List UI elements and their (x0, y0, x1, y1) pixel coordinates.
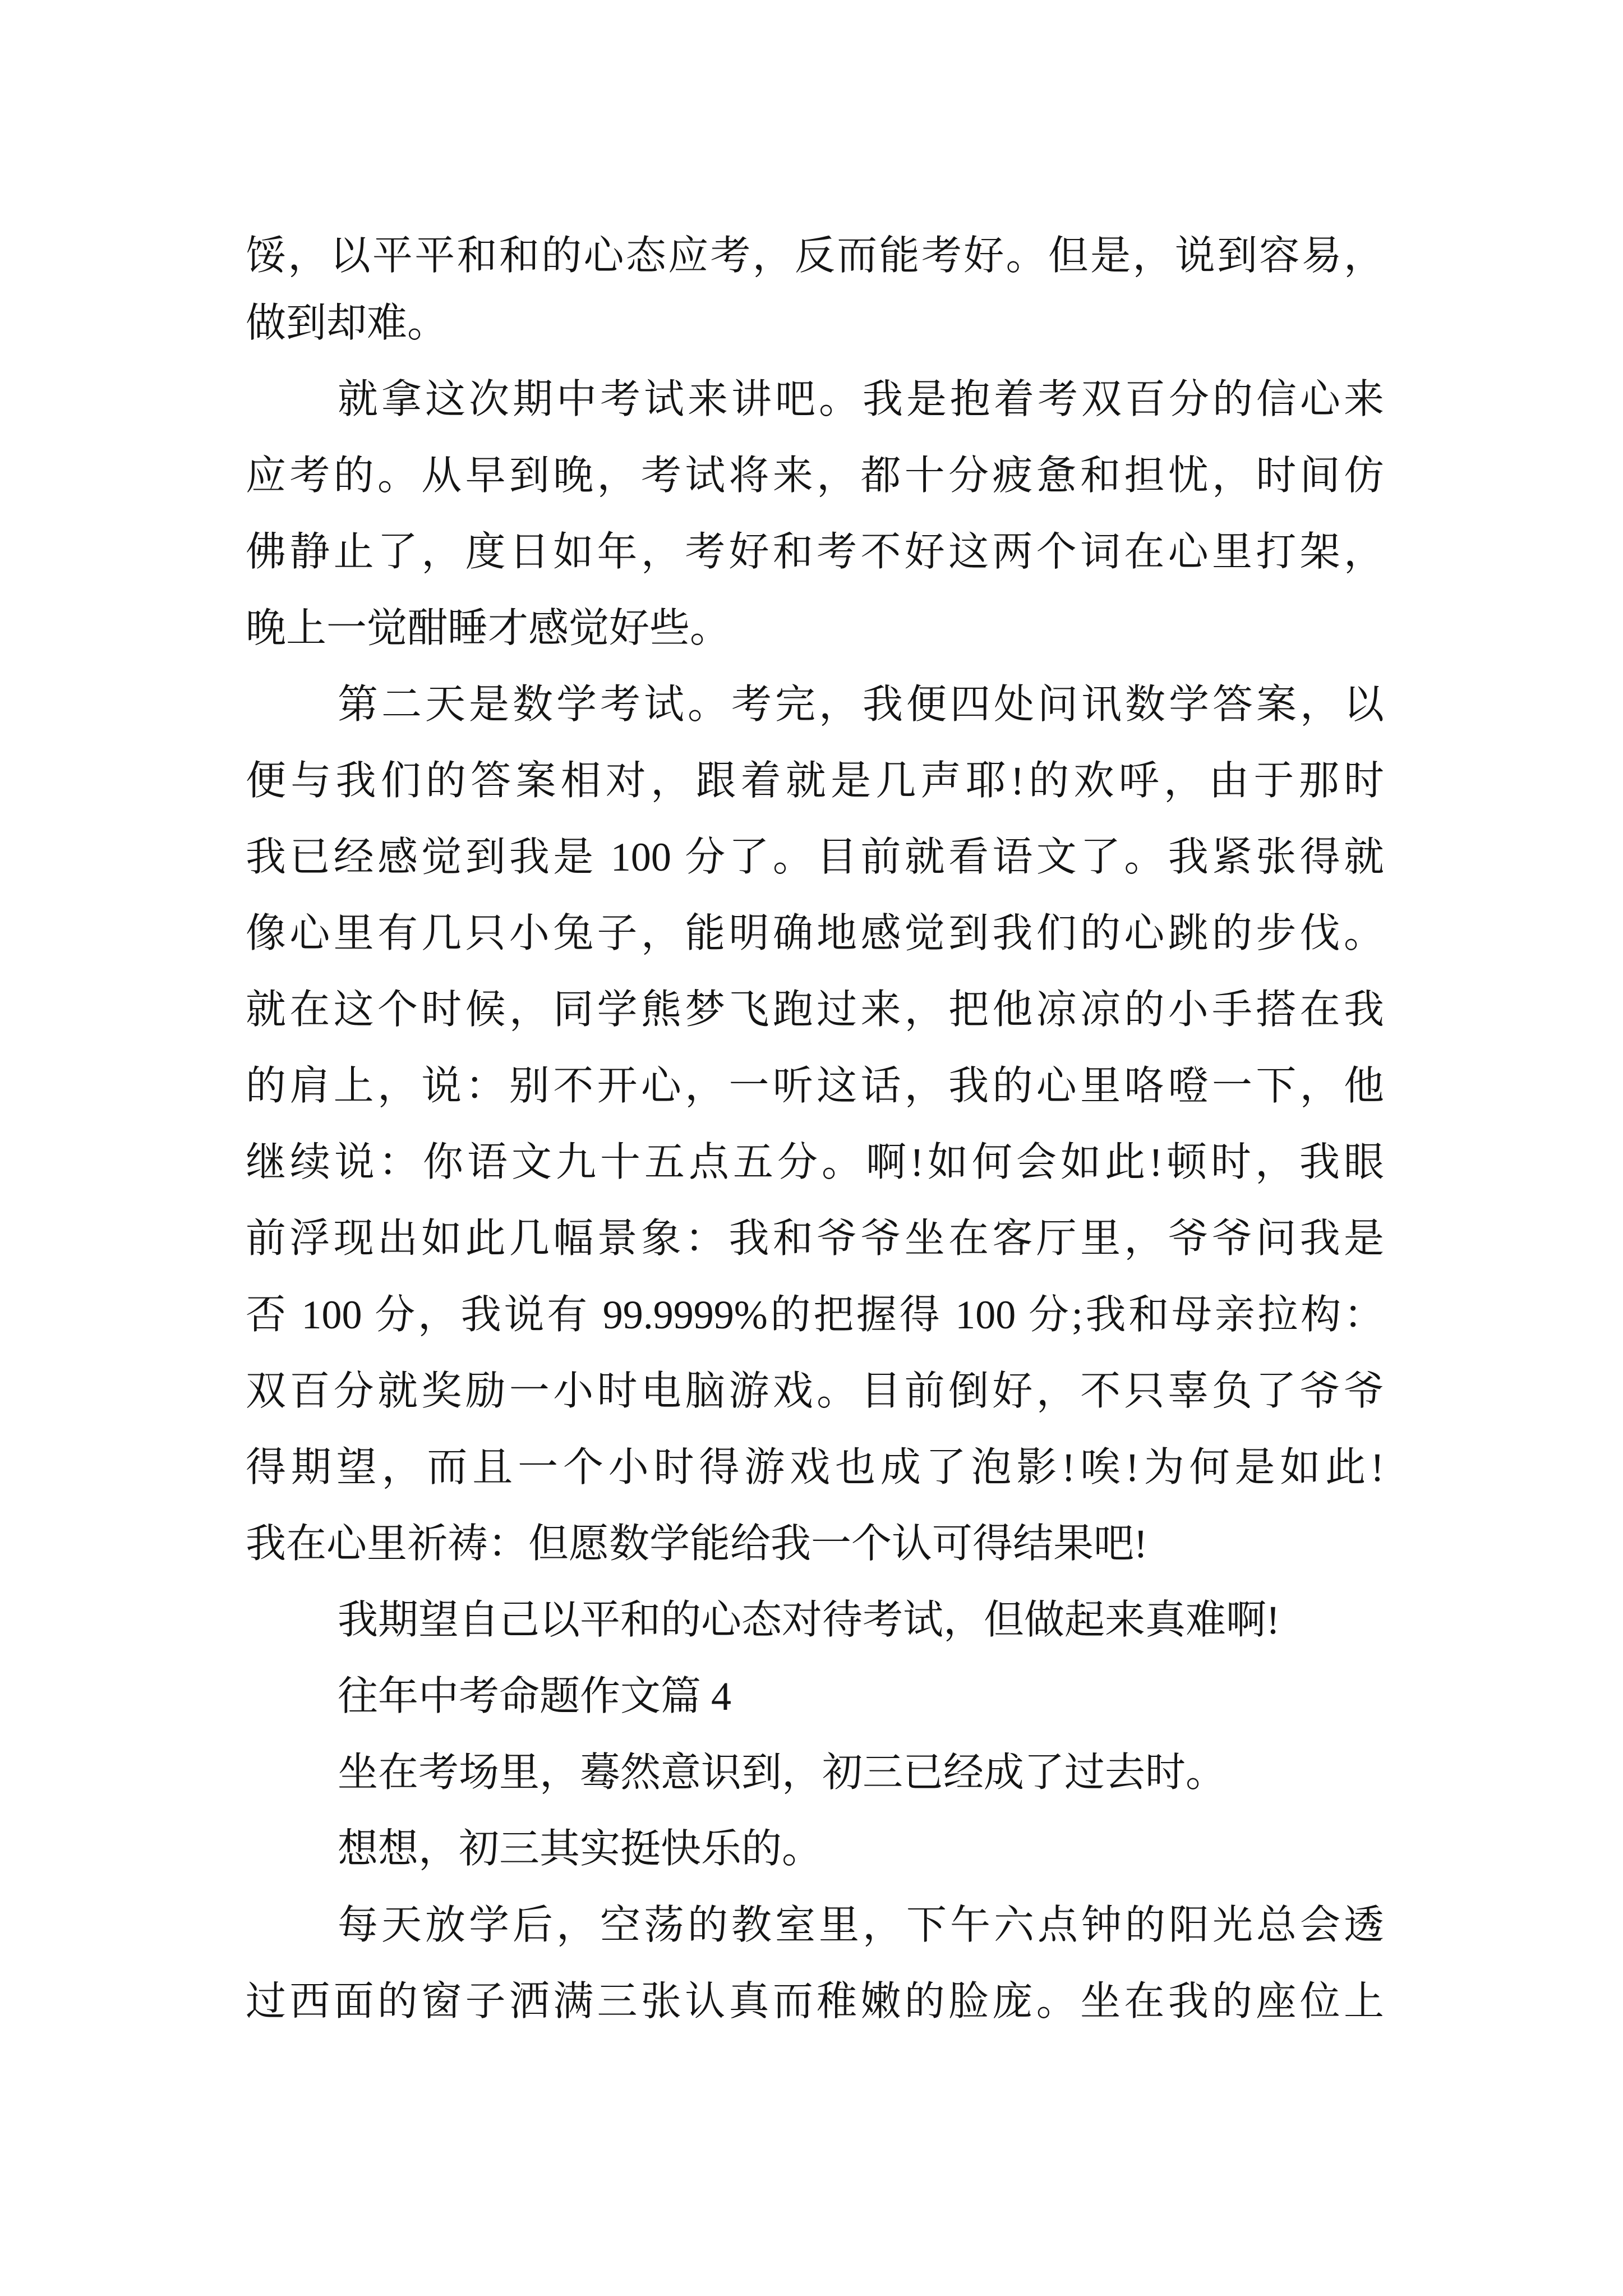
section-heading-text: 往年中考命题作文篇 4 (338, 1674, 732, 1719)
text-line: 前浮现出如此几幅景象：我和爷爷坐在客厅里，爷爷问我是 (246, 1216, 1384, 1261)
paragraph (246, 361, 1384, 666)
text-line: 第二天是数学考试。考完，我便四处问讯数学答案，以 (338, 682, 1384, 727)
text-line: 我已经感觉到我是 100 分了。目前就看语文了。我紧张得就 (246, 835, 1384, 880)
text-line: 继续说：你语文九十五点五分。啊!如何会如此!顿时，我眼 (246, 1140, 1384, 1185)
paragraph (246, 1734, 1384, 1811)
text-line: 我期望自己以平和的心态对待考试，但做起来真难啊! (338, 1598, 1280, 1642)
text-line: 便与我们的答案相对，跟着就是几声耶!的欢呼，由于那时 (246, 758, 1384, 803)
text-line: 就在这个时候，同学熊梦飞跑过来，把他凉凉的小手搭在我 (246, 987, 1384, 1032)
text-line: 坐在考场里，蓦然意识到，初三已经成了过去时。 (338, 1750, 1227, 1795)
paragraph (246, 1582, 1384, 1658)
paragraph (246, 227, 1384, 361)
paragraph (246, 1811, 1384, 1887)
text-line: 否 100 分，我说有 99.9999%的把握得 100 分;我和母亲拉构： (246, 1292, 1384, 1337)
text-line: 像心里有几只小兔子，能明确地感觉到我们的心跳的步伐。 (246, 911, 1384, 956)
text-line: 想想，初三其实挺快乐的。 (338, 1826, 823, 1871)
text-line: 应考的。从早到晚，考试将来，都十分疲惫和担忧，时间仿 (246, 453, 1384, 498)
text-line: 双百分就奖励一小时电脑游戏。目前倒好，不只辜负了爷爷 (246, 1369, 1384, 1414)
text-line: 佛静止了，度日如年，考好和考不好这两个词在心里打架， (246, 530, 1384, 574)
text-line: 就拿这次期中考试来讲吧。我是抱着考双百分的信心来 (338, 377, 1384, 422)
text-line: 过西面的窗子洒满三张认真而稚嫩的脸庞。坐在我的座位上 (246, 1979, 1384, 2024)
text-line: 晚上一觉酣睡才感觉好些。 (246, 606, 731, 651)
text-line: 的肩上，说：别不开心，一听这话，我的心里咯噔一下，他 (246, 1064, 1384, 1108)
paragraph (246, 1887, 1384, 2040)
section-heading (246, 1658, 1384, 1734)
document-page (246, 227, 1384, 2040)
text-line: 每天放学后，空荡的教室里，下午六点钟的阳光总会透 (338, 1903, 1384, 1948)
paragraph (246, 666, 1384, 1582)
text-line: 馁，以平平和和的心态应考，反而能考好。但是，说到容易， (246, 233, 1384, 278)
text-line: 我在心里祈祷：但愿数学能给我一个认可得结果吧! (246, 1521, 1147, 1566)
text-line: 得期望，而且一个小时得游戏也成了泡影!唉!为何是如此! (246, 1445, 1384, 1490)
text-line: 做到却难。 (246, 301, 448, 346)
